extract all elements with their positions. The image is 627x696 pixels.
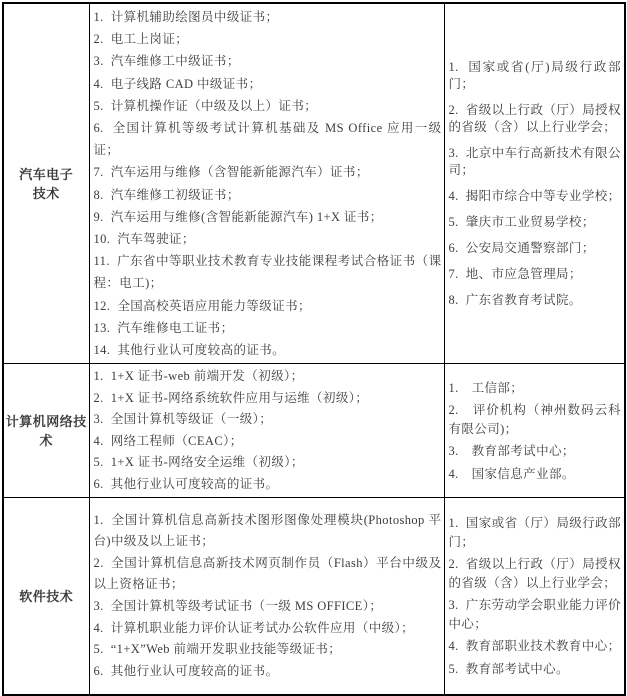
issuer-item: 6. 公安局交通警察部门； [448,240,595,255]
issuers-list [449,514,622,678]
category-line: 术 [39,432,53,448]
certificate-item: 14. 其他行业认可度较高的证书。 [93,343,286,358]
certificates-table [2,2,626,696]
issuer-item: 5. 肇庆市工业贸易学校； [448,214,595,229]
certificate-item: 6. 全国计算机等级考试计算机基础及 MS Office 应用一级证； [93,121,442,158]
certificate-item: 4. 电子线路 CAD 中级证书； [93,76,262,91]
certificate-item: 13. 汽车维修电工证书； [93,320,234,335]
issuer-item: 3. 教育部考试中心； [448,444,575,458]
certificate-item: 2. 1+X 证书-网络系统软件应用与运维（初级）； [93,390,369,405]
issuer-item: 2. 省级以上行政（厅）局授权的省级（含）以上行业学会； [448,557,621,590]
table-row [3,3,625,364]
category-line: 汽车电子 [19,166,74,182]
certificates-cell [89,498,444,695]
issuers-cell [444,498,625,695]
certificate-item: 2. 电工上岗证； [93,32,189,47]
certificate-item: 12. 全国高校英语应用能力等级证书； [93,298,311,313]
certificates-list [94,510,442,683]
certificate-item: 11. 广东省中等职业技术教育专业技能课程考试合格证书（课程：电工)； [93,254,442,291]
certificate-item: 5. “1+X”Web 前端开发职业技能等级证书； [93,642,342,657]
issuer-item: 2. 省级以上行政（厅）局授权的省级（含）以上行业学会； [448,102,621,134]
certificate-item: 1. 全国计算机信息高新技术图形图像处理模块(Photoshop 平台)中级及以上证书； [93,512,442,549]
issuer-item: 2. 评价机构（神州数码云科有限公司)； [448,403,621,436]
certificates-list [94,366,442,495]
category-label [4,587,89,606]
category-line: 软件技术 [19,588,74,604]
certificate-item: 6. 其他行业认可度较高的证书。 [93,476,279,491]
certificates-cell [89,3,444,364]
certificates-list [94,6,442,361]
certificate-item: 2. 全国计算机信息高新技术网页制作员（Flash）平台中级及以上资格证书； [93,555,442,592]
certificates-cell [89,364,444,498]
certificate-item: 3. 全国计算机等级证（一级）； [93,412,273,427]
certificate-item: 1. 1+X 证书-web 前端开发（初级）； [93,369,304,384]
issuer-item: 7. 地、市应急管理局； [448,266,582,281]
certificate-item: 8. 汽车维修工初级证书； [93,187,240,202]
certificate-item: 6. 其他行业认可度较高的证书。 [93,663,279,678]
issuers-cell [444,364,625,498]
issuer-item: 1. 工信部； [448,380,524,395]
issuer-item: 8. 广东省教育考试院。 [448,292,582,307]
certificate-item: 3. 全国计算机等级考试证书（一级 MS OFFICE）； [93,599,383,613]
issuer-item: 1. 国家或省(厅)局级行政部门； [448,59,621,91]
issuer-item: 4. 揭阳市综合中等专业学校； [448,188,621,203]
certificate-item: 4. 计算机职业能力评价认证考试办公软件应用（中级）； [93,620,415,635]
issuer-item: 4. 国家信息产业部。 [448,466,575,481]
table-row [3,364,625,498]
issuers-list [449,379,622,484]
issuers-list [449,59,622,309]
issuer-item: 5. 教育部考试中心。 [448,661,569,676]
certificate-item: 1. 计算机辅助绘图员中级证书； [93,10,279,24]
category-cell-computer-network [3,364,89,498]
category-cell-auto-electronics [3,3,89,364]
issuers-cell [444,3,625,364]
category-cell-software [3,498,89,695]
issuer-item: 1. 国家或省（厅）局级行政部门； [448,516,621,549]
certificate-item: 7. 汽车运用与维修（含智能新能源汽车）证书； [93,165,369,180]
category-label [4,412,89,450]
category-line: 技术 [32,185,60,201]
certificate-item: 10. 汽车驾驶证； [93,232,195,247]
category-line: 计算机网络技 [5,413,87,429]
certificate-item: 5. 计算机操作证（中级及以上）证书； [93,98,318,113]
certificate-item: 5. 1+X 证书-网络安全运维（初级）； [93,455,304,470]
issuer-item: 3. 广东劳动学会职业能力评价中心； [448,598,621,631]
certificate-item: 9. 汽车运用与维修(含智能新能源汽车) 1+X 证书； [93,209,383,224]
certificate-item: 3. 汽车维修工中级证书； [93,54,240,69]
category-label [4,165,89,203]
table-row [3,498,625,695]
issuer-item: 3. 北京中车行高新技术有限公司； [448,145,621,177]
certificate-item: 4. 网络工程师（CEAC）； [93,433,243,448]
issuer-item: 4. 教育部职业技术教育中心； [448,639,621,653]
